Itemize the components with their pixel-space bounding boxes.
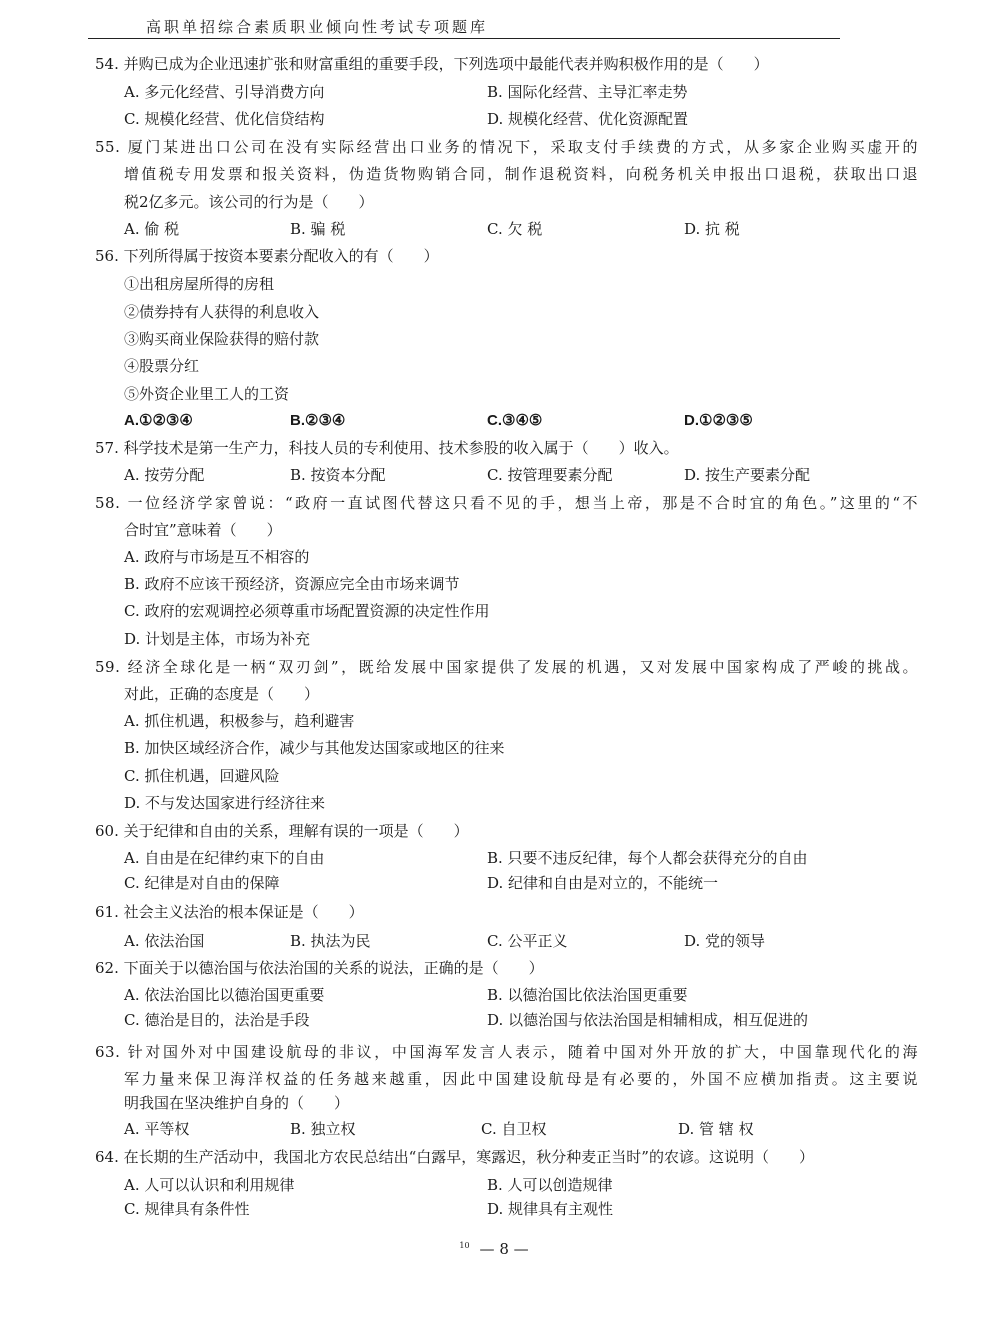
question-60-option-c: C. 纪律是对自由的保障 <box>124 874 280 892</box>
question-55-option-c: C. 欠 税 <box>487 220 543 238</box>
question-56-stem: 56. 下列所得属于按资本要素分配收入的有（ ） <box>95 247 439 265</box>
question-56-item-5: ⑤外资企业里工人的工资 <box>124 385 290 403</box>
question-56-item-2: ②债券持有人获得的利息收入 <box>124 303 320 321</box>
footer-small-number: 10 <box>459 1241 470 1250</box>
question-60-option-a: A. 自由是在纪律约束下的自由 <box>124 849 325 867</box>
question-61-option-c: C. 公平正义 <box>487 932 568 950</box>
question-59-line-2: 对此，正确的态度是（ ） <box>124 685 320 703</box>
page-header <box>88 12 840 39</box>
question-56-option-a: A.①②③④ <box>124 412 193 429</box>
question-56-option-c: C.③④⑤ <box>487 412 543 429</box>
question-57-option-b: B. 按资本分配 <box>290 466 386 484</box>
question-57-stem: 57. 科学技术是第一生产力，科技人员的专利使用、技术参股的收入属于（ ）收入。 <box>95 439 679 457</box>
question-55-option-a: A. 偷 税 <box>124 220 180 238</box>
question-59-option-a: A. 抓住机遇，积极参与，趋利避害 <box>124 712 355 730</box>
question-58-line-1: 58. 一位经济学家曾说：“政府一直试图代替这只看不见的手，想当上帝，那是不合时宜的角色。”这里的“不 <box>95 494 918 512</box>
question-57-option-a: A. 按劳分配 <box>124 466 205 484</box>
question-60-option-b: B. 只要不违反纪律，每个人都会获得充分的自由 <box>487 849 808 867</box>
question-54-option-a: A. 多元化经营、引导消费方向 <box>124 83 325 101</box>
question-57-option-d: D. 按生产要素分配 <box>684 466 811 484</box>
question-63-option-d: D. 管 辖 权 <box>678 1120 754 1138</box>
question-60-option-d: D. 纪律和自由是对立的，不能统一 <box>487 874 719 892</box>
question-62-option-c: C. 德治是目的，法治是手段 <box>124 1011 310 1029</box>
question-55-option-d: D. 抗 税 <box>684 220 740 238</box>
question-61-option-a: A. 依法治国 <box>124 932 205 950</box>
question-55-option-b: B. 骗 税 <box>290 220 346 238</box>
question-59-option-c: C. 抓住机遇，回避风险 <box>124 767 280 785</box>
question-61-option-d: D. 党的领导 <box>684 932 766 950</box>
question-64-option-c: C. 规律具有条件性 <box>124 1200 250 1218</box>
question-58-option-a: A. 政府与市场是互不相容的 <box>124 548 310 566</box>
question-54-stem: 54. 并购已成为企业迅速扩张和财富重组的重要手段，下列选项中最能代表并购积极作用的是（ ） <box>95 55 769 73</box>
question-62-option-d: D. 以德治国与依法治国是相辅相成，相互促进的 <box>487 1011 809 1029</box>
question-64-option-b: B. 人可以创造规律 <box>487 1176 613 1194</box>
question-63-line-1: 63. 针对国外对中国建设航母的非议，中国海军发言人表示，随着中国对外开放的扩大，中国靠现代化的海 <box>95 1043 918 1061</box>
question-62-stem: 62. 下面关于以德治国与依法治国的关系的说法，正确的是（ ） <box>95 959 544 977</box>
question-56-option-d: D.①②③⑤ <box>684 412 753 429</box>
question-55-line-2: 增值税专用发票和报关资料，伪造货物购销合同，制作退税资料，向税务机关申报出口退税，获取出口退 <box>124 165 918 183</box>
page-number: — 8 — <box>479 1240 529 1258</box>
question-58-option-c: C. 政府的宏观调控必须尊重市场配置资源的决定性作用 <box>124 602 490 620</box>
question-55-line-3: 税2亿多元。该公司的行为是（ ） <box>124 193 374 211</box>
question-56-item-1: ①出租房屋所得的房租 <box>124 275 275 293</box>
question-64-option-a: A. 人可以认识和利用规律 <box>124 1176 295 1194</box>
question-61-option-b: B. 执法为民 <box>290 932 371 950</box>
question-56-item-3: ③购买商业保险获得的赔付款 <box>124 330 320 348</box>
question-59-option-d: D. 不与发达国家进行经济往来 <box>124 794 326 812</box>
question-58-option-b: B. 政府不应该干预经济，资源应完全由市场来调节 <box>124 575 460 593</box>
question-54-option-b: B. 国际化经营、主导汇率走势 <box>487 83 688 101</box>
question-59-option-b: B. 加快区域经济合作，减少与其他发达国家或地区的往来 <box>124 739 505 757</box>
question-54-option-c: C. 规模化经营、优化信贷结构 <box>124 110 325 128</box>
question-58-line-2: 合时宜”意味着（ ） <box>124 521 282 539</box>
question-61-stem: 61. 社会主义法治的根本保证是（ ） <box>95 903 364 921</box>
question-58-option-d: D. 计划是主体，市场为补充 <box>124 630 311 648</box>
question-59-line-1: 59. 经济全球化是一柄“双刃剑”，既给发展中国家提供了发展的机遇，又对发展中国家构成了严峻的挑战。 <box>95 658 918 676</box>
question-54-option-d: D. 规模化经营、优化资源配置 <box>487 110 689 128</box>
question-56-item-4: ④股票分红 <box>124 357 200 375</box>
question-63-option-a: A. 平等权 <box>124 1120 190 1138</box>
question-63-option-c: C. 自卫权 <box>481 1120 547 1138</box>
question-55-line-1: 55. 厦门某进出口公司在没有实际经营出口业务的情况下，采取支付手续费的方式，从多家企业购买虚开的 <box>95 138 918 156</box>
question-63-line-3: 明我国在坚决维护自身的（ ） <box>124 1094 350 1112</box>
question-62-option-b: B. 以德治国比依法治国更重要 <box>487 986 688 1004</box>
question-64-option-d: D. 规律具有主观性 <box>487 1200 614 1218</box>
header-title: 高职单招综合素质职业倾向性考试专项题库 <box>146 18 489 36</box>
question-63-line-2: 军力量来保卫海洋权益的任务越来越重，因此中国建设航母是有必要的，外国不应横加指责。这主要说 <box>124 1070 918 1088</box>
question-56-option-b: B.②③④ <box>290 412 346 429</box>
question-64-stem: 64. 在长期的生产活动中，我国北方农民总结出“白露早，寒露迟，秋分种麦正当时”的农谚。这说明（ ） <box>95 1148 814 1166</box>
question-62-option-a: A. 依法治国比以德治国更重要 <box>124 986 325 1004</box>
question-57-option-c: C. 按管理要素分配 <box>487 466 613 484</box>
page-footer <box>0 1240 988 1258</box>
question-63-option-b: B. 独立权 <box>290 1120 356 1138</box>
question-60-stem: 60. 关于纪律和自由的关系，理解有误的一项是（ ） <box>95 822 469 840</box>
